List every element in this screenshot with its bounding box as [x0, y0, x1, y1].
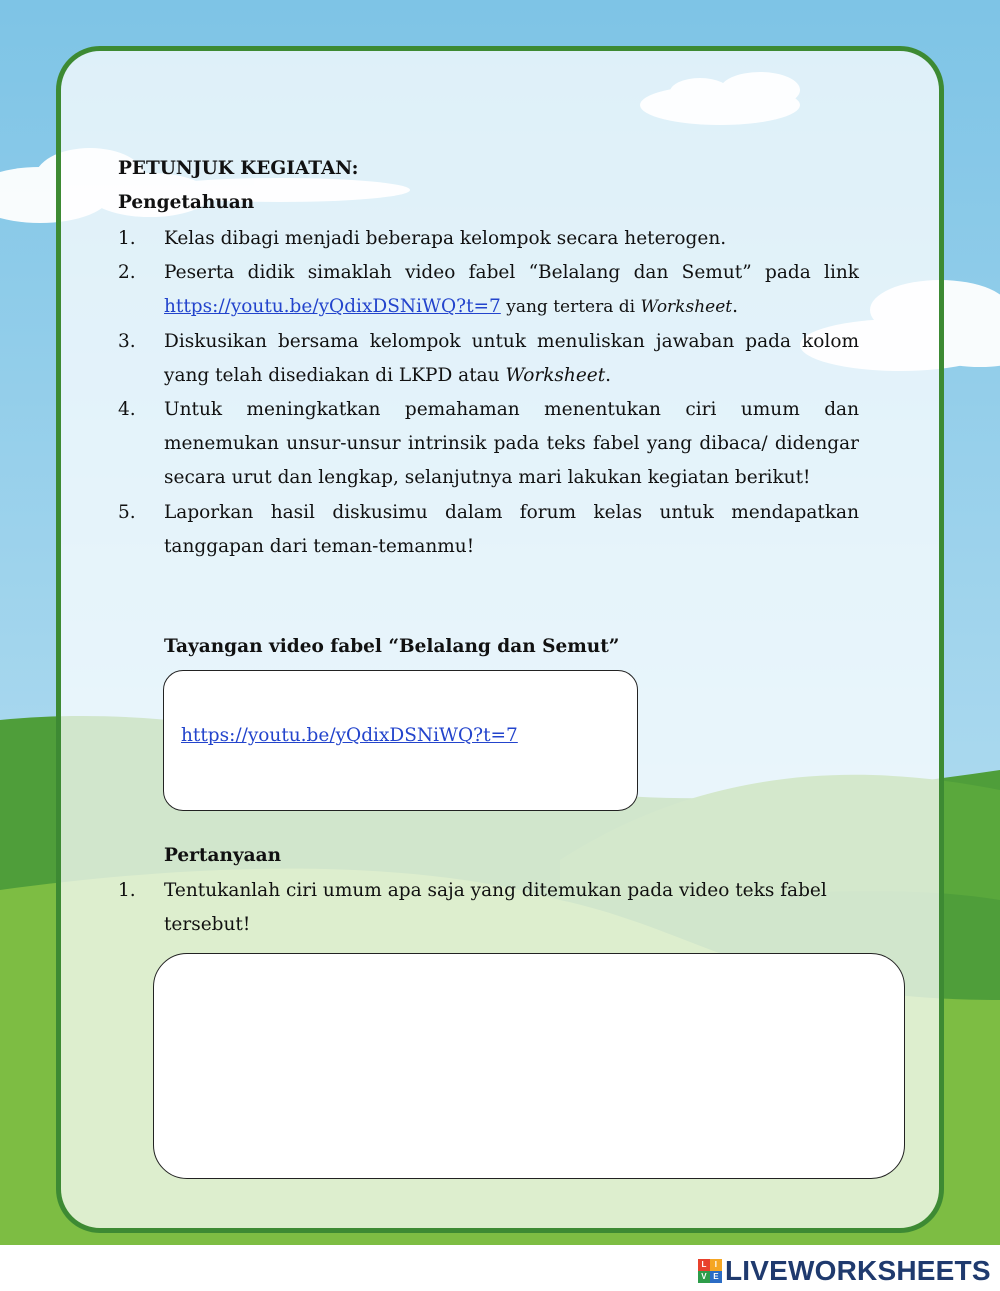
item-number: 1. — [118, 228, 136, 249]
page-title: PETUNJUK KEGIATAN: — [118, 158, 359, 179]
item-text-italic: Worksheet — [640, 297, 733, 318]
question-number: 1. — [118, 880, 136, 901]
item-number: 3. — [118, 330, 136, 352]
question-text: Tentukanlah ciri umum apa saja yang ditemukan pada video teks fabel tersebut! — [164, 880, 827, 936]
video-box — [163, 670, 638, 811]
questions-heading: Pertanyaan — [164, 845, 282, 866]
item-text: Laporkan hasil diskusimu dalam forum kelas untuk mendapatkan tanggapan dari teman-temanmu! — [164, 501, 859, 557]
question-item — [118, 874, 859, 942]
item-text-italic: Worksheet — [505, 364, 606, 386]
item-text-part: . — [732, 296, 738, 318]
item-number: 2. — [118, 262, 136, 284]
instruction-list — [118, 222, 859, 564]
item-text: Kelas dibagi menjadi beberapa kelompok secara heterogen. — [164, 228, 727, 249]
question-list — [118, 874, 859, 942]
list-item — [118, 256, 859, 324]
item-text-part: Peserta didik simaklah video fabel “Belalang dan Semut” pada link — [164, 262, 859, 284]
liveworksheets-icon — [698, 1259, 722, 1283]
item-text: Untuk meningkatkan pemahaman menentukan ciri umum dan menemukan unsur-unsur intrinsik pada teks fabel yang dibaca/ didengar secara urut dan lengkap, selanjutnya mari lakukan kegiatan berikut! — [164, 399, 859, 489]
item-number: 4. — [118, 399, 136, 421]
logo-letter: V — [698, 1271, 710, 1283]
section-title: Pengetahuan — [118, 192, 255, 213]
logo-letter: I — [710, 1259, 722, 1271]
item-text-part: yang tertera di — [500, 297, 641, 318]
list-item — [118, 496, 859, 564]
list-item — [118, 325, 859, 393]
brand-logo[interactable] — [698, 1254, 991, 1288]
item-number: 5. — [118, 501, 136, 523]
item-text — [164, 325, 859, 393]
item-text-part: Diskusikan bersama kelompok untuk menuliskan jawaban pada kolom yang telah disediakan di LKPD atau — [164, 330, 859, 386]
item-text — [164, 256, 859, 324]
brand-name: LIVEWORKSHEETS — [725, 1255, 991, 1286]
logo-letter: E — [710, 1271, 722, 1283]
item-text-part: . — [605, 364, 612, 386]
list-item — [118, 393, 859, 496]
video-heading: Tayangan video fabel “Belalang dan Semut” — [164, 636, 620, 657]
video-link-inline[interactable]: https://youtu.be/yQdixDSNiWQ?t=7 — [164, 296, 501, 318]
answer-input-box[interactable] — [153, 953, 905, 1179]
logo-letter: L — [698, 1259, 710, 1271]
list-item — [118, 222, 859, 256]
video-link[interactable]: https://youtu.be/yQdixDSNiWQ?t=7 — [181, 725, 518, 746]
